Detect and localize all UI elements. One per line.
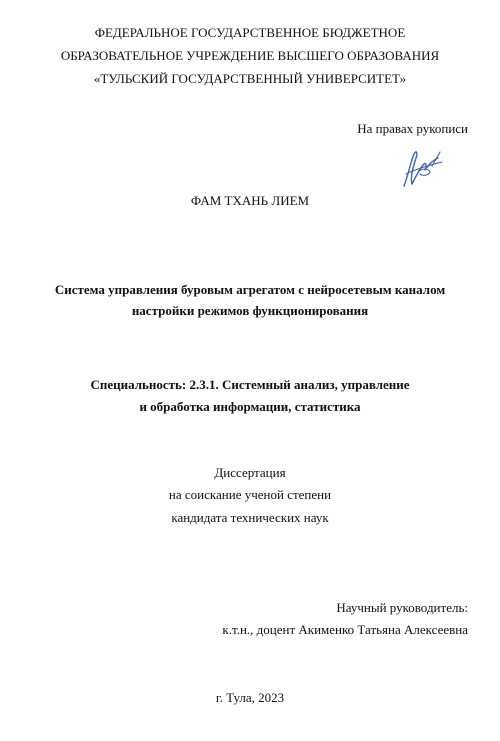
city-year: г. Тула, 2023 <box>215 690 285 705</box>
dissertation-line-2: на соискание ученой степени <box>168 487 332 502</box>
header-line-3: «ТУЛЬСКИЙ ГОСУДАРСТВЕННЫЙ УНИВЕРСИТЕТ» <box>93 71 407 86</box>
signature-icon <box>398 146 444 190</box>
header-line-2: ОБРАЗОВАТЕЛЬНОЕ УЧРЕЖДЕНИЕ ВЫСШЕГО ОБРАЗОВАНИЯ <box>60 48 440 63</box>
header-line-1: ФЕДЕРАЛЬНОЕ ГОСУДАРСТВЕННОЕ БЮДЖЕТНОЕ <box>94 25 406 40</box>
dissertation-line-3: кандидата технических наук <box>171 510 329 525</box>
specialty-line-1: Специальность: 2.3.1. Системный анализ, управление <box>90 377 410 392</box>
title-line-2: настройки режимов функционирования <box>131 303 369 318</box>
specialty-line-2: и обработка информации, статистика <box>139 399 361 414</box>
rights-note: На правах рукописи <box>357 121 468 136</box>
supervisor-name: к.т.н., доцент Акименко Татьяна Алексеевна <box>222 622 468 637</box>
title-line-1: Система управления буровым агрегатом с нейросетевым каналом <box>54 282 446 297</box>
author-name: ФАМ ТХАНЬ ЛИЕМ <box>190 193 310 208</box>
supervisor-label: Научный руководитель: <box>336 600 468 615</box>
dissertation-line-1: Диссертация <box>214 465 286 480</box>
